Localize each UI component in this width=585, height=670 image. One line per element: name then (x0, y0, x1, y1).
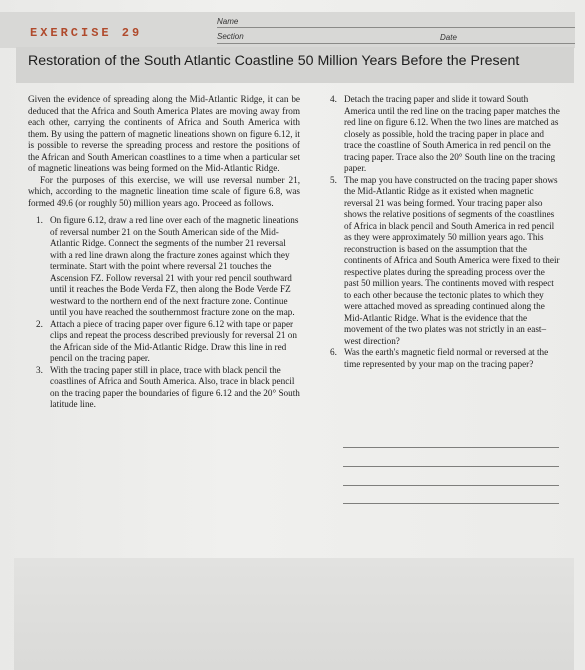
step-text: Detach the tracing paper and slide it toward South America until the red line on the tracing paper matches the red line on figure 6.12. When the two lines are matched as closely as possible, hold the tracing paper in place and trace the coastline of South America in red pencil on the tracing paper. Trace also the 20° South line on the tracing paper. (344, 94, 560, 173)
date-label: Date (440, 33, 457, 42)
left-column (28, 94, 300, 411)
step-list-left (28, 215, 300, 411)
step-number: 1. (36, 215, 43, 225)
step-list-right (330, 94, 560, 370)
name-field-line[interactable] (217, 27, 575, 28)
step-number: 3. (36, 364, 43, 375)
step-text: On figure 6.12, draw a red line over each of the magnetic lineations of reversal number 21 on the South American side of the Mid-Atlantic Ridge. Connect the segments of the number 21 reversal with a red line drawn along the fracture zones against which they terminate. Start with the point where reversal 21 touches the Ascension FZ. Follow reversal 21 with your red pencil southward until it reaches the Bode Verda FZ, then along the Bode Verde FZ westward to the northern end of the next fracture zone. Continue until you have reached the southernmost fracture zone on the map. (50, 215, 299, 317)
page-title: Restoration of the South Atlantic Coastline 50 Million Years Before the Present (28, 53, 520, 69)
step-number: 4. (330, 94, 337, 104)
step-text: Was the earth's magnetic field normal or reversed at the time represented by your map on the tracing paper? (344, 347, 549, 369)
answer-line[interactable] (343, 485, 559, 486)
step-item (330, 175, 560, 348)
section-date-line[interactable] (217, 43, 575, 44)
step-text: The map you have constructed on the tracing paper shows the Mid-Atlantic Ridge as it existed when magnetic reversal 21 was being formed. Your tracing paper also shows the relative positions of segments of the coastlines of Africa in black pencil and South America in red pencil as they were approximately 50 million years ago. This reconstruction is based on the assumption that the continents of Africa and South America were fixed to their respective plates during the spreading process over the past 50 million years. The continents moved with respect to each other because the tectonic plates to which they were attached moved as spreading continued along the Mid-Atlantic Ridge. What is the evidence that the movement of the two plates was not strictly in an east–west direction? (344, 174, 560, 346)
section-label: Section (217, 32, 244, 41)
step-text: Attach a piece of tracing paper over figure 6.12 with tape or paper clips and repeat the process described previously for reversal 21 on the African side of the Mid-Atlantic Ridge. Draw this line in red pencil on the tracing paper. (50, 318, 297, 363)
step-number: 2. (36, 318, 43, 329)
intro-paragraph-1: Given the evidence of spreading along the Mid-Atlantic Ridge, it can be deduced that the Africa and South America Plates are moving away from each other, carrying the continents of Africa and South America with them. By using the pattern of magnetic lineations shown on figure 6.12, it is possible to reverse the spreading process and restore the positions of the African and South American coastlines to a time when a particular set of magnetic lineations was being formed on the Mid-Atlantic Ridge. (28, 94, 300, 173)
intro-paragraph-2: For the purposes of this exercise, we will use reversal number 21, which, according to the magnetic lineation time scale of figure 6.8, was formed 49.6 (or roughly 50) million years ago. Proceed as follows. (28, 174, 300, 208)
step-item (330, 94, 560, 175)
name-label: Name (217, 17, 239, 26)
step-item (28, 365, 300, 411)
step-number: 6. (330, 347, 337, 357)
right-column (330, 94, 560, 370)
answer-line[interactable] (343, 466, 559, 467)
exercise-label: EXERCISE 29 (30, 26, 143, 40)
step-item (330, 347, 560, 370)
step-item (28, 319, 300, 365)
step-item (28, 215, 300, 319)
answer-line[interactable] (343, 447, 559, 448)
step-number: 5. (330, 174, 337, 185)
answer-line[interactable] (343, 503, 559, 504)
step-text: With the tracing paper still in place, trace with black pencil the coastlines of Africa and South America. Also, trace in black pencil on the tracing paper the boundaries of figure 6.12 and the 20° South latitude line. (50, 364, 300, 409)
bottom-blank-area (14, 558, 574, 670)
